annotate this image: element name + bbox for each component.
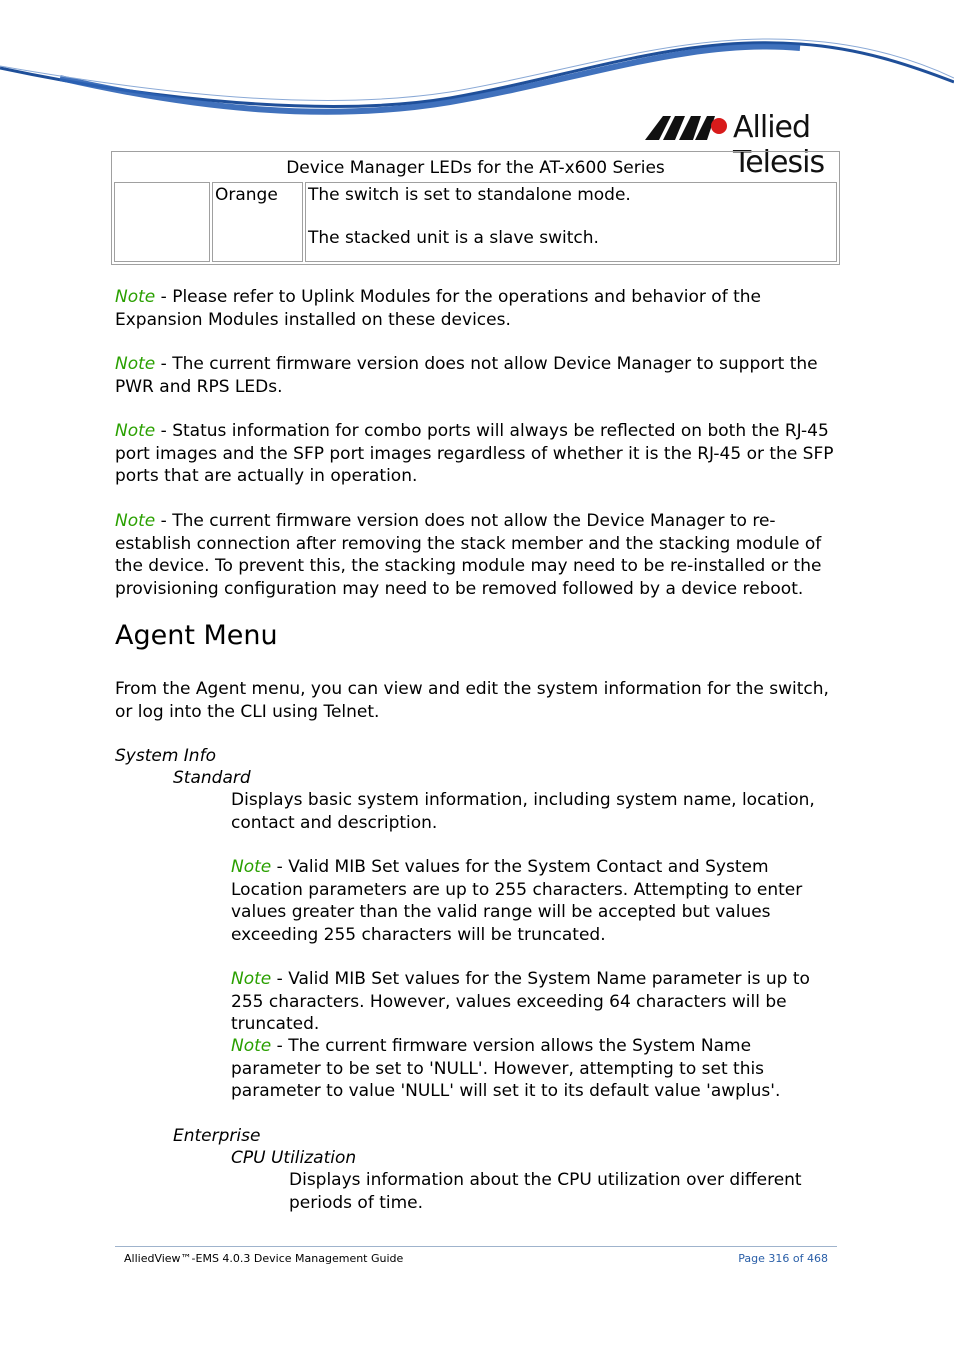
cpu-utilization-label: CPU Utilization	[231, 1148, 357, 1168]
note-text: - Please refer to Uplink Modules for the operations and behavior of the Expansion Modules installed on these devices.	[115, 287, 761, 330]
logo-wordmark: Allied Telesis	[733, 110, 825, 180]
note-paragraph	[115, 510, 835, 600]
note-text: - The current firmware version does not allow Device Manager to support the PWR and RPS LEDs.	[115, 354, 818, 397]
note-label: Note	[115, 287, 156, 307]
table-cell-description	[305, 182, 837, 262]
note-paragraph	[231, 968, 838, 1036]
footer-divider	[115, 1246, 837, 1247]
note-label: Note	[115, 354, 156, 374]
note-paragraph	[231, 1035, 838, 1103]
note-label: Note	[231, 857, 272, 877]
table-desc-1: The switch is set to standalone mode.	[308, 185, 631, 205]
note-label: Note	[115, 421, 156, 441]
note-label: Note	[231, 969, 272, 989]
allied-telesis-logo	[645, 108, 905, 180]
note-text: - Status information for combo ports will always be reflected on both the RJ-45 port images and the SFP port images regardless of whether it is the RJ-45 or the SFP ports that are actually in operation.	[115, 421, 834, 486]
note-paragraph	[231, 856, 838, 946]
note-paragraph	[115, 286, 835, 331]
footer-page-number: Page 316 of 468	[738, 1252, 828, 1265]
led-table	[111, 151, 840, 265]
note-text: - The current firmware version allows the System Name parameter to be set to 'NULL'. However, attempting to set this parameter to value 'NULL' will set it to its default value 'awplus'.	[231, 1036, 781, 1101]
footer-document-title: AlliedView™-EMS 4.0.3 Device Management Guide	[124, 1252, 404, 1265]
section-heading: Agent Menu	[115, 620, 278, 651]
note-paragraph	[115, 353, 835, 398]
table-cell-color: Orange	[212, 182, 303, 262]
standard-label: Standard	[173, 768, 251, 788]
system-info-label: System Info	[115, 746, 216, 766]
cpu-utilization-description: Displays information about the CPU utilization over different periods of time.	[289, 1170, 802, 1213]
table-title: Device Manager LEDs for the AT-x600 Series	[286, 158, 665, 178]
section-intro: From the Agent menu, you can view and edit the system information for the switch, or log into the CLI using Telnet.	[115, 679, 829, 722]
note-label: Note	[115, 511, 156, 531]
note-label: Note	[231, 1036, 272, 1056]
note-text: - Valid MIB Set values for the System Name parameter is up to 255 characters. However, values exceeding 64 characters will be truncated.	[231, 969, 810, 1034]
table-cell-led	[114, 182, 210, 262]
table-desc-2: The stacked unit is a slave switch.	[308, 228, 599, 248]
standard-description: Displays basic system information, including system name, location, contact and description.	[231, 790, 815, 833]
note-paragraph	[115, 420, 835, 488]
enterprise-label: Enterprise	[173, 1126, 261, 1146]
note-text: - The current firmware version does not allow the Device Manager to re-establish connection after removing the stack member and the stacking module of the device. To prevent this, the stacking module may need to be re-installed or the provisioning configuration may need to be removed followed by a device reboot.	[115, 511, 822, 599]
table-row	[114, 182, 837, 262]
note-text: - Valid MIB Set values for the System Contact and System Location parameters are up to 255 characters. Attempting to enter values greater than the valid range will be accepted but values exceeding 255 characters will be truncated.	[231, 857, 803, 945]
logo-mark-icon	[645, 110, 729, 142]
